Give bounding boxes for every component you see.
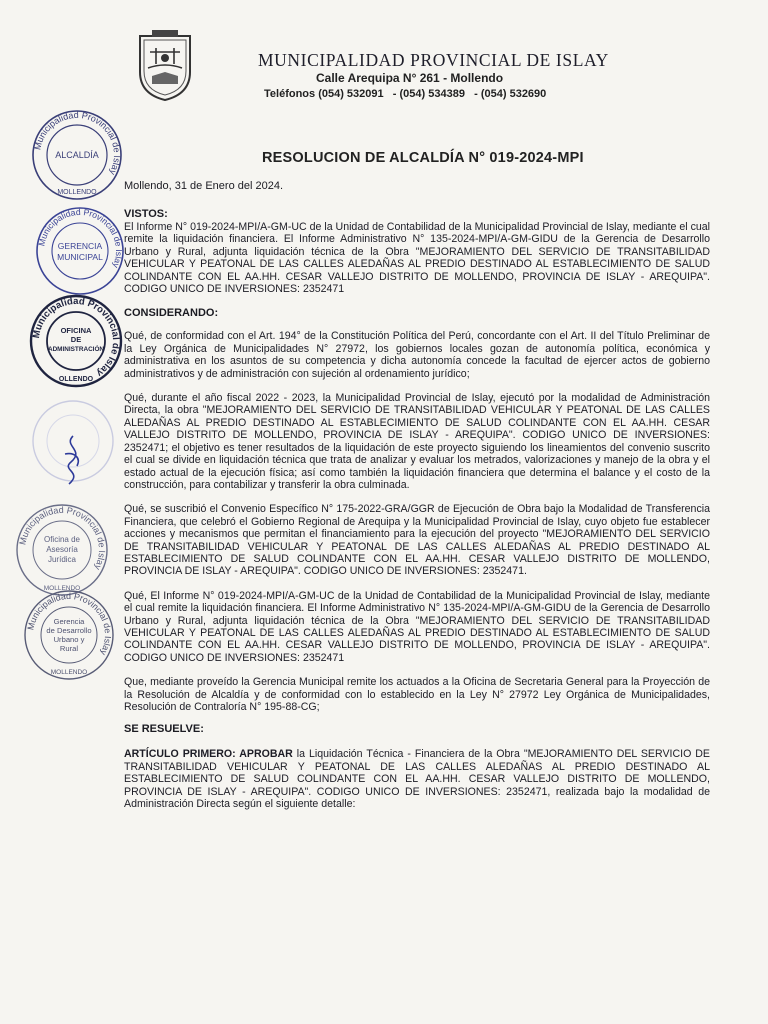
gerencia-stamp-center-2: MUNICIPAL	[57, 252, 103, 262]
administracion-stamp-center-2: DE	[70, 335, 82, 344]
desarrollo-stamp-bottom: MOLLENDO	[50, 669, 88, 676]
vistos-text: El Informe N° 019-2024-MPI/A-GM-UC de la Unidad de Contabilidad de la Municipalidad Provincial de Islay, mediante el cual remite la liquidación financiera. El Informe Administrativo N° 135-2024-MPI/A-GM-GIDU de la Gerencia de Desarrollo Urbano y Rural, adjunta liquidación técnica de la Obra "MEJORAMIENTO DEL SERVICIO DE TRANSITABILIDAD VEHICULAR Y PEATONAL DE LAS CALLES ALEDAÑAS AL PREDIO DESTINADO AL ESTABLECIMIENTO DE SALUD COLINDANTE CON EL AA.HH. CESAR VALLEJO DISTRITO DE MOLLENDO, PROVINCIA DE ISLAY - AREQUIPA". CODIGO UNICO DE INVERSIONES: 2352471	[124, 221, 710, 296]
considerando-paragraph-3: Qué, se suscribió el Convenio Específico N° 175-2022-GRA/GGR de Ejecución de Obra bajo la Modalidad de Transferencia Financiera, que celebró el Gobierno Regional de Arequipa y la Municipalidad Provincial de Islay, cuyo objeto fue establecer acciones y mecanismos que permitan el financiamiento para la ejecución del proyecto "MEJORAMIENTO DEL SERVICIO DE TRANSITABILIDAD VEHICULAR Y PEATONAL DE LAS CALLES ALEDAÑAS AL PREDIO DESTINADO AL ESTABLECIMIENTO DE SALUD COLINDANTE CON EL AA.HH. CESAR VALLEJO DISTRITO DE MOLLENDO, PROVINCIA DE ISLAY - AREQUIPA". CODIGO UNICO DE INVERSIONES: 2352471.	[124, 503, 710, 578]
administracion-stamp-center-3: ADMINISTRACIÓN	[47, 346, 105, 353]
resolution-body	[124, 208, 710, 810]
desarrollo-stamp-center-2: de Desarrollo	[46, 626, 92, 635]
asesoria-juridica-stamp	[14, 502, 110, 598]
articulo-primero	[124, 748, 710, 810]
administracion-stamp-bottom: OLLENDO	[58, 376, 94, 383]
desarrollo-stamp-center-1: Gerencia	[53, 617, 85, 626]
municipality-title: MUNICIPALIDAD PROVINCIAL DE ISLAY	[258, 50, 609, 70]
considerando-paragraph-4: Qué, El Informe N° 019-2024-MPI/A-GM-UC de la Unidad de Contabilidad de la Municipalidad Provincial de Islay, mediante el cual remite la liquidación financiera. El Informe Administrativo N° 135-2024-MPI/A-GM-GIDU de la Gerencia de Desarrollo Urbano y Rural, adjunta liquidación técnica de la Obra "MEJORAMIENTO DEL SERVICIO DE TRANSITABILIDAD VEHICULAR Y PEATONAL DE LAS CALLES ALEDAÑAS AL PREDIO DESTINADO AL ESTABLECIMIENTO DE SALUD COLINDANTE CON EL AA.HH. CESAR VALLEJO DISTRITO DE MOLLENDO, PROVINCIA DE ISLAY - AREQUIPA". CODIGO UNICO DE INVERSIONES: 2352471	[124, 589, 710, 664]
administracion-stamp-center-1: OFICINA	[60, 326, 92, 335]
vistos-heading: VISTOS:	[124, 208, 168, 220]
gerencia-municipal-stamp	[34, 205, 126, 297]
municipality-address: Calle Arequipa N° 261 - Mollendo	[316, 71, 504, 85]
resolution-date: Mollendo, 31 de Enero del 2024.	[124, 180, 284, 192]
alcaldia-stamp-ring: Municipalidad Provincial de Islay	[32, 109, 123, 177]
desarrollo-stamp-center-3: Urbano y	[53, 635, 85, 644]
articulo-primero-text: la Liquidación Técnica - Financiera de la Obra "MEJORAMIENTO DEL SERVICIO DE TRANSITABILIDAD VEHICULAR Y PEATONAL DE LAS CALLES ALEDAÑAS AL PREDIO DESTINADO AL ESTABLECIMIENTO DE SALUD COLINDANTE CON EL AA.HH. CESAR VALLEJO DISTRITO DE MOLLENDO, PROVINCIA DE ISLAY - AREQUIPA". CODIGO UNICO DE INVERSIONES: 2352471, realizada bajo la modalidad de Administración Directa según el siguiente detalle:	[124, 748, 710, 811]
asesoria-stamp-bottom: MOLLENDO	[43, 585, 81, 592]
asesoria-stamp-center-2: Asesoría	[46, 545, 78, 554]
administracion-stamp-ring: Municipalidad Provincial de Islay	[30, 295, 122, 379]
articulo-primero-lead: ARTÍCULO PRIMERO: APROBAR	[124, 748, 293, 761]
gerencia-stamp-ring: Municipalidad Provincial de Islay	[36, 206, 125, 270]
desarrollo-stamp-center-4: Rural	[59, 644, 79, 653]
municipality-phones: Teléfonos (054) 532091 - (054) 534389 - (054) 532690	[264, 88, 547, 100]
administracion-stamp	[28, 293, 124, 389]
gerencia-stamp-center-1: GERENCIA	[57, 241, 103, 251]
svg-text:Municipalidad Provincial de Is	[32, 110, 122, 177]
signature-icon	[55, 432, 91, 488]
municipal-crest-icon	[134, 28, 196, 102]
alcaldia-stamp-center: ALCALDÍA	[55, 150, 99, 160]
considerando-paragraph-1: Qué, de conformidad con el Art. 194° de la Constitución Política del Perú, concordante con el Art. II del Título Preliminar de la Ley Orgánica de Municipalidades N° 27972, los gobiernos locales gozan de autonomía política, económica y administrativa en los asuntos de su competencia y dicha autonomía concede la facultad de ejercer actos de gobierno administrativos y de administración con sujeción al ordenamiento jurídico;	[124, 330, 710, 380]
resolution-title: RESOLUCION DE ALCALDÍA N° 019-2024-MPI	[262, 150, 584, 166]
considerando-paragraph-2: Qué, durante el año fiscal 2022 - 2023, la Municipalidad Provincial de Islay, ejecutó por la modalidad de Administración Directa, la obra "MEJORAMIENTO DEL SERVICIO DE TRANSITABILIDAD VEHICULAR Y PEATONAL DE LAS CALLES ALEDAÑAS AL PREDIO DESTINADO AL ESTABLECIMIENTO DE SALUD COLINDANTE CON EL AA.HH. CESAR VALLEJO DISTRITO DE MOLLENDO, PROVINCIA DE ISLAY - AREQUIPA". CODIGO UNICO DE INVERSIONES: 2352471; el objetivo es tener resultados de la liquidación de este proyecto siguiendo los lineamientos del convenio suscrito el cual se divide en liquidación técnica que trata de analizar y evaluar los metrados, valorizaciones y manejo de la obra y el estado actual de la ejecución física; así como también la liquidación financiera que determina el balance y el costo de la construcción, para contabilizar y transferir la obra culminada.	[124, 392, 710, 491]
alcaldia-stamp-bottom: MOLLENDO	[57, 189, 97, 196]
asesoria-stamp-ring: Municipalidad Provincial de Islay	[17, 504, 108, 572]
desarrollo-urbano-stamp	[22, 588, 116, 682]
se-resuelve-heading: SE RESUELVE:	[124, 723, 204, 736]
considerando-paragraph-5: Que, mediante proveído la Gerencia Municipal remite los actuados a la Oficina de Secretaria General para la Proyección de la Resolución de Alcaldía y de conformidad con lo establecido en la Ley N° 27972 Ley Orgánica de Municipalidades, Resolución de Contraloría N° 195-88-CG;	[124, 676, 710, 713]
asesoria-stamp-center-3: Jurídica	[47, 555, 77, 564]
considerando-heading: CONSIDERANDO:	[124, 307, 219, 320]
alcaldia-stamp	[30, 108, 124, 202]
desarrollo-stamp-ring: Municipalidad Provincial de Islay	[25, 590, 114, 657]
asesoria-stamp-center-1: Oficina de	[43, 535, 81, 544]
